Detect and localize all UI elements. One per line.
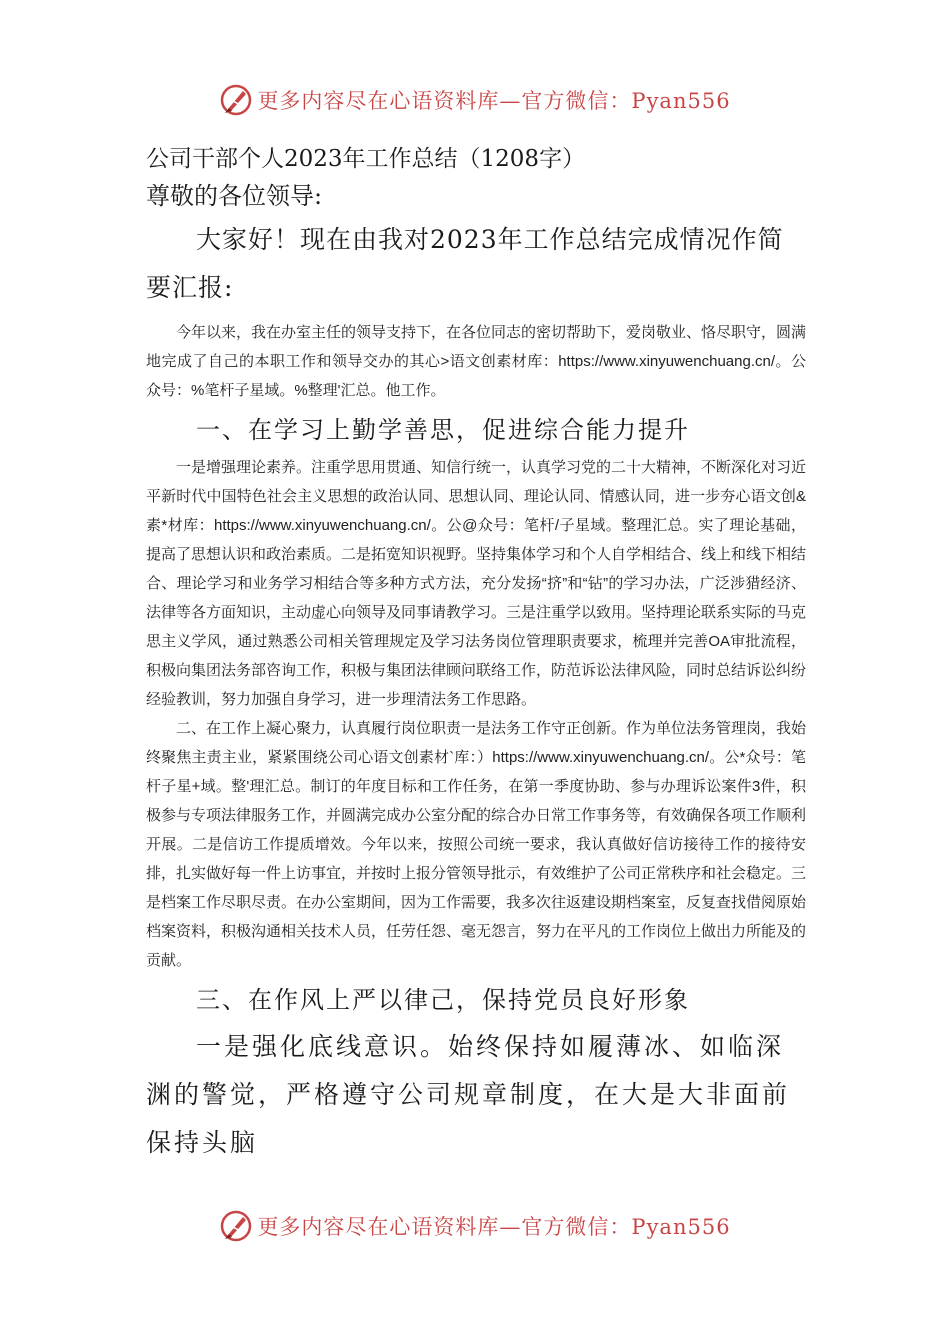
- header-watermark-banner: [0, 80, 950, 120]
- section-heading-conduct: 三、在作风上严以律己，保持党员良好形象: [196, 986, 690, 1014]
- pen-logo-icon: [219, 1209, 253, 1243]
- opening-paragraph: 今年以来，我在办室主任的领导支持下，在各位同志的密切帮助下，爱岗敬业、恪尽职守，圆满地完成了自己的本职工作和领导交办的其心>语文创素材库：https://www.xinyuwenchuang.cn/。公众号：%笔杆子星域。%整理'汇总。他工作。: [146, 324, 807, 399]
- watermark-text: 更多内容尽在心语资料库—官方微信：Pyan556: [257, 89, 731, 113]
- section-heading-study: 一、在学习上勤学善思，促进综合能力提升: [196, 416, 690, 444]
- section-paragraph-conduct: 一是强化底线意识。始终保持如履薄冰、如临深渊的警觉，严格遵守公司规章制度，在大是大非面前保持头脑: [146, 1032, 791, 1157]
- pen-logo-icon: [219, 83, 253, 117]
- section-paragraph-work: 二、在工作上凝心聚力，认真履行岗位职责一是法务工作守正创新。作为单位法务管理岗，我始终聚焦主责主业，紧紧围绕公司心语文创素材`库：）https://www.xinyuwenchuang.cn/。公*众号：笔杆子星+域。整'理汇总。制订的年度目标和工作任务，在第一季度协助、参与办理诉讼案件3件，积极参与专项法律服务工作，并圆满完成办公室分配的综合办日常工作事务等，有效确保各项工作顺利开展。二是信访工作提质增效。今年以来，按照公司统一要求，我认真做好信访接待工作的接待安排，扎实做好每一件上访事宜，并按时上报分管领导批示，有效维护了公司正常秩序和社会稳定。三是档案工作尽职尽责。在办公室期间，因为工作需要，我多次往返建设期档案室，反复查找借阅原始档案资料，积极沟通相关技术人员，任劳任怨、毫无怨言，努力在平凡的工作岗位上做出力所能及的贡献。: [146, 720, 807, 969]
- footer-watermark-banner: [0, 1206, 950, 1246]
- document-title: 公司干部个人2023年工作总结（1208字）: [146, 146, 586, 172]
- section-paragraph-study: 一是增强理论素养。注重学思用贯通、知信行统一，认真学习党的二十大精神，不断深化对习近平新时代中国特色社会主义思想的政治认同、思想认同、理论认同、情感认同，进一步夯心语文创&素*材库：https://www.xinyuwenchuang.cn/。公@众号：笔杆/子星域。整理汇总。实了理论基础，提高了思想认识和政治素质。二是拓宽知识视野。坚持集体学习和个人自学相结合、线上和线下相结合、理论学习和业务学习相结合等多种方式方法，充分发扬“挤”和“钻”的学习办法，广泛涉猎经济、法律等各方面知识，主动虚心向领导及同事请教学习。三是注重学以致用。坚持理论联系实际的马克思主义学风，通过熟悉公司相关管理规定及学习法务岗位管理职责要求，梳理并完善OA审批流程，积极向集团法务部咨询工作，积极与集团法律顾问联络工作，防范诉讼法律风险，同时总结诉讼纠纷经验教训，努力加强自身学习，进一步理清法务工作思路。: [146, 459, 807, 708]
- intro-paragraph: 大家好！现在由我对2023年工作总结完成情况作简要汇报:: [146, 225, 784, 302]
- watermark-text: 更多内容尽在心语资料库—官方微信：Pyan556: [257, 1215, 731, 1239]
- salutation: 尊敬的各位领导:: [146, 182, 323, 210]
- document-body: [146, 142, 806, 1167]
